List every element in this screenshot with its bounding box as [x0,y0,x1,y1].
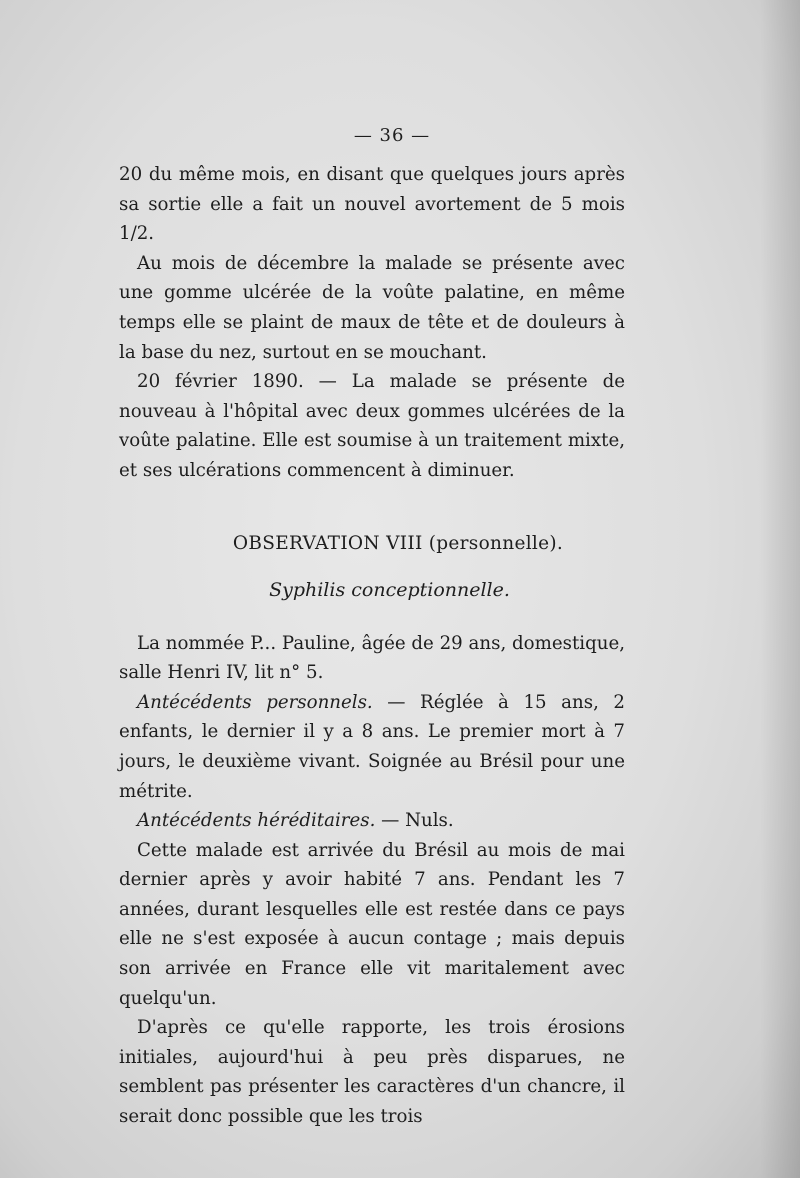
antecedents-hereditaires-text: — Nuls. [375,810,454,832]
paragraph-continuation: 20 du même mois, en disant que quelques jours après sa sortie elle a fait un nouvel avortement de 5 mois 1/2. [119,164,625,245]
observation-subtitle: Syphilis conceptionnelle. [269,578,510,601]
antecedents-hereditaires-label: Antécédents héréditaires. [137,810,376,832]
paragraph-bresil: Cette malade est arrivée du Brésil au mois de mai dernier après y avoir habité 7 ans. Pendant les 7 années, durant lesquelles elle est restée dans ce pays elle ne s'est exposée à aucun contage ; mais depuis son arrivée en France elle vit maritalement avec quelqu'un. [119,839,625,1009]
patient-intro: La nommée P... Pauline, âgée de 29 ans, domestique, salle Henri IV, lit n° 5. [119,632,625,684]
paragraph-erosions: D'après ce qu'elle rapporte, les trois érosions initiales, aujourd'hui à peu près disparues, ne semblent pas présenter les caractères d'un chancre, il serait donc possible que les trois [119,1017,625,1128]
antecedents-personnels-text: — Réglée à 15 ans, 2 enfants, le dernier il y a 8 ans. Le premier mort à 7 jours, le deuxième vivant. Soignée au Brésil pour une métrite. [119,691,625,802]
observation-title: OBSERVATION VIII (personnelle). [232,532,564,554]
page-edge-shadow [760,0,800,1178]
page-number: — 36 — [353,125,431,146]
antecedents-personnels [119,688,625,806]
antecedents-hereditaires [119,806,625,836]
paragraph-december: Au mois de décembre la malade se présente avec une gomme ulcérée de la voûte palatine, en même temps elle se plaint de maux de tête et de douleurs à la base du nez, surtout en se mouchant. [119,252,625,363]
paragraph-february: 20 février 1890. — La malade se présente de nouveau à l'hôpital avec deux gommes ulcérées de la voûte palatine. Elle est soumise à un traitement mixte, et ses ulcérations commencent à diminuer. [119,371,625,481]
antecedents-personnels-label: Antécédents personnels. [137,691,373,713]
text-block [119,125,625,1132]
